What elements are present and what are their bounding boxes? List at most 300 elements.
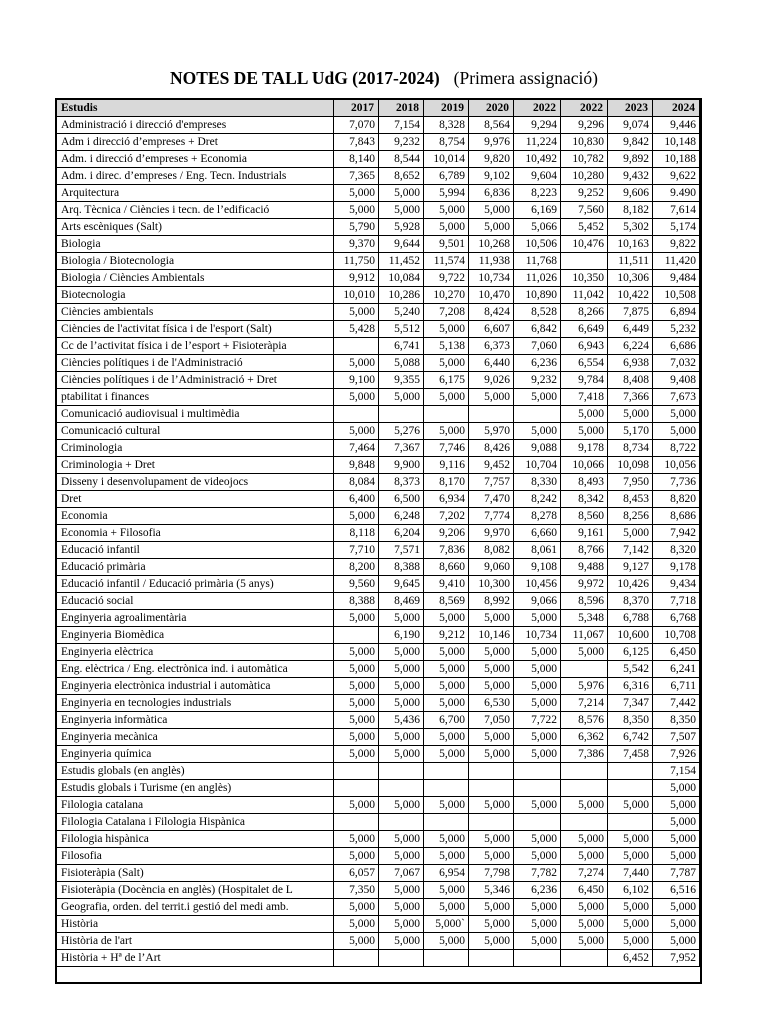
grade-cell: 5,000 bbox=[514, 389, 561, 406]
grade-cell: 5,000 bbox=[379, 746, 424, 763]
grade-cell: 5,000 bbox=[379, 916, 424, 933]
grade-cell: 7,350 bbox=[334, 882, 379, 899]
grade-cell: 5,000 bbox=[379, 678, 424, 695]
grade-cell: 10,300 bbox=[469, 576, 514, 593]
study-name-cell: Filologia hispànica bbox=[57, 831, 334, 848]
grade-cell: 5,000 bbox=[469, 848, 514, 865]
grade-cell: 5,000 bbox=[608, 899, 653, 916]
grade-cell: 5,000 bbox=[514, 848, 561, 865]
grade-cell: 8,686 bbox=[653, 508, 700, 525]
grade-cell: 5,000 bbox=[514, 797, 561, 814]
grade-cell: 5,000 bbox=[653, 406, 700, 423]
grade-cell: 5,000 bbox=[514, 423, 561, 440]
grade-cell bbox=[608, 763, 653, 780]
grade-cell: 11,574 bbox=[424, 253, 469, 270]
grade-cell: 9,212 bbox=[424, 627, 469, 644]
grade-cell: 6,241 bbox=[653, 661, 700, 678]
grade-cell: 5,000 bbox=[469, 678, 514, 695]
grade-cell: 7,214 bbox=[561, 695, 608, 712]
grade-cell: 6,607 bbox=[469, 321, 514, 338]
grade-cell bbox=[379, 763, 424, 780]
table-row bbox=[57, 814, 700, 831]
grade-cell: 8,734 bbox=[608, 440, 653, 457]
study-name-cell: Biologia bbox=[57, 236, 334, 253]
grade-cell: 10,890 bbox=[514, 287, 561, 304]
grade-cell: 5,000 bbox=[653, 797, 700, 814]
grade-cell: 5,000 bbox=[379, 695, 424, 712]
document-subtitle: (Primera assignació) bbox=[453, 68, 598, 88]
grade-cell bbox=[469, 814, 514, 831]
grade-cell: 7,507 bbox=[653, 729, 700, 746]
grade-cell: 5,000 bbox=[424, 695, 469, 712]
grade-cell: 7,274 bbox=[561, 865, 608, 882]
grade-cell: 10,830 bbox=[561, 134, 608, 151]
grade-cell: 10,492 bbox=[514, 151, 561, 168]
grade-cell bbox=[469, 780, 514, 797]
grade-cell: 10,470 bbox=[469, 287, 514, 304]
grade-cell: 6,554 bbox=[561, 355, 608, 372]
table-row bbox=[57, 933, 700, 950]
grade-cell: 5,000 bbox=[424, 797, 469, 814]
grade-cell: 5,994 bbox=[424, 185, 469, 202]
study-name-cell: Educació primària bbox=[57, 559, 334, 576]
study-name-cell: Arq. Tècnica / Ciències i tecn. de l’edificació bbox=[57, 202, 334, 219]
grade-cell: 7,202 bbox=[424, 508, 469, 525]
grade-cell: 8,373 bbox=[379, 474, 424, 491]
grade-cell: 5,000 bbox=[514, 644, 561, 661]
grade-cell: 6,236 bbox=[514, 355, 561, 372]
grade-cell: 5,000 bbox=[424, 389, 469, 406]
grade-cell: 7,142 bbox=[608, 542, 653, 559]
grade-cell: 9,108 bbox=[514, 559, 561, 576]
grade-cell: 10,098 bbox=[608, 457, 653, 474]
grade-cell: 7,952 bbox=[653, 950, 700, 967]
grade-cell: 5,000 bbox=[334, 508, 379, 525]
table-row bbox=[57, 406, 700, 423]
grade-cell: 5,790 bbox=[334, 219, 379, 236]
grade-cell: 11,067 bbox=[561, 627, 608, 644]
grade-cell: 10,286 bbox=[379, 287, 424, 304]
grade-cell: 5,000 bbox=[424, 644, 469, 661]
grade-cell: 5,000 bbox=[469, 219, 514, 236]
grade-cell: 7,154 bbox=[653, 763, 700, 780]
grade-cell: 10,010 bbox=[334, 287, 379, 304]
study-name-cell: Educació infantil bbox=[57, 542, 334, 559]
grade-cell: 6,224 bbox=[608, 338, 653, 355]
grade-cell: 9,178 bbox=[561, 440, 608, 457]
grade-cell: 7,673 bbox=[653, 389, 700, 406]
grade-cell: 5,000 bbox=[653, 780, 700, 797]
grade-cell: 5,000 bbox=[334, 831, 379, 848]
study-name-cell: Biotecnologia bbox=[57, 287, 334, 304]
grade-cell: 8,544 bbox=[379, 151, 424, 168]
grade-cell: 9,900 bbox=[379, 457, 424, 474]
grade-cell: 9,560 bbox=[334, 576, 379, 593]
grade-cell: 5,000 bbox=[469, 746, 514, 763]
grade-cell bbox=[334, 406, 379, 423]
grade-cell: 5,000 bbox=[653, 848, 700, 865]
grade-cell: 8,320 bbox=[653, 542, 700, 559]
table-row bbox=[57, 865, 700, 882]
grade-cell: 5,000 bbox=[561, 933, 608, 950]
grade-cell: 8,200 bbox=[334, 559, 379, 576]
grade-cell: 10,782 bbox=[561, 151, 608, 168]
grade-cell: 5,170 bbox=[608, 423, 653, 440]
table-row bbox=[57, 338, 700, 355]
study-name-cell: Estudis globals (en anglès) bbox=[57, 763, 334, 780]
grade-cell: 7,458 bbox=[608, 746, 653, 763]
grade-cell: 6,248 bbox=[379, 508, 424, 525]
table-row bbox=[57, 151, 700, 168]
grade-cell: 5,000 bbox=[379, 644, 424, 661]
grade-cell: 7,070 bbox=[334, 117, 379, 134]
grade-cell: 7,614 bbox=[653, 202, 700, 219]
table-row bbox=[57, 474, 700, 491]
grade-cell: 10,014 bbox=[424, 151, 469, 168]
grade-cell: 7,440 bbox=[608, 865, 653, 882]
cutoff-grades-table bbox=[56, 99, 700, 967]
grade-cell bbox=[334, 338, 379, 355]
grade-cell: 11,224 bbox=[514, 134, 561, 151]
study-name-cell: Enginyeria agroalimentària bbox=[57, 610, 334, 627]
grade-cell: 10,426 bbox=[608, 576, 653, 593]
grade-cell: 9,972 bbox=[561, 576, 608, 593]
grade-cell: 5,000 bbox=[469, 644, 514, 661]
grade-cell: 6,125 bbox=[608, 644, 653, 661]
grade-cell: 5,000 bbox=[334, 678, 379, 695]
grade-cell: 9,644 bbox=[379, 236, 424, 253]
grade-cell: 10,270 bbox=[424, 287, 469, 304]
grade-cell: 8,328 bbox=[424, 117, 469, 134]
grade-cell: 7,718 bbox=[653, 593, 700, 610]
grade-cell: 6,742 bbox=[608, 729, 653, 746]
grade-cell: 7,746 bbox=[424, 440, 469, 457]
grade-cell: 10,084 bbox=[379, 270, 424, 287]
grade-cell: 5,000 bbox=[424, 729, 469, 746]
table-row bbox=[57, 491, 700, 508]
grade-cell: 5,000 bbox=[561, 797, 608, 814]
grade-cell: 9,100 bbox=[334, 372, 379, 389]
grade-cell: 8,569 bbox=[424, 593, 469, 610]
grade-cell: 5,000 bbox=[334, 729, 379, 746]
grade-cell: 9,976 bbox=[469, 134, 514, 151]
grade-cell: 9,060 bbox=[469, 559, 514, 576]
table-row bbox=[57, 763, 700, 780]
grade-cell: 5,000 bbox=[424, 219, 469, 236]
grade-cell bbox=[608, 814, 653, 831]
study-name-cell: Enginyeria mecànica bbox=[57, 729, 334, 746]
grade-cell: 6,711 bbox=[653, 678, 700, 695]
table-row bbox=[57, 542, 700, 559]
grade-cell: 10,306 bbox=[608, 270, 653, 287]
grade-cell: 5,000 bbox=[608, 916, 653, 933]
column-header-year: 2017 bbox=[334, 100, 379, 117]
grade-cell: 7,875 bbox=[608, 304, 653, 321]
grade-cell: 9,446 bbox=[653, 117, 700, 134]
page-title bbox=[0, 68, 768, 89]
grade-cell: 5,000 bbox=[561, 848, 608, 865]
grade-cell: 7,710 bbox=[334, 542, 379, 559]
grade-cell: 5,000 bbox=[424, 831, 469, 848]
study-name-cell: Geografia, orden. del territ.i gestió del medi amb. bbox=[57, 899, 334, 916]
table-row bbox=[57, 134, 700, 151]
grade-cell: 5,000 bbox=[334, 661, 379, 678]
grade-cell: 5,000 bbox=[334, 695, 379, 712]
grade-cell: 5,000 bbox=[379, 185, 424, 202]
grade-cell: 5,000 bbox=[424, 423, 469, 440]
grade-cell: 5,000 bbox=[653, 814, 700, 831]
grade-cell: 5,348 bbox=[561, 610, 608, 627]
grade-cell: 9,645 bbox=[379, 576, 424, 593]
grade-cell: 5,000 bbox=[469, 610, 514, 627]
grade-cell bbox=[424, 406, 469, 423]
study-name-cell: Filosofia bbox=[57, 848, 334, 865]
grade-cell: 6,204 bbox=[379, 525, 424, 542]
grade-cell: 7,365 bbox=[334, 168, 379, 185]
grade-cell: 5,000 bbox=[334, 644, 379, 661]
grade-cell: 6,789 bbox=[424, 168, 469, 185]
grade-cell: 5,000 bbox=[334, 899, 379, 916]
grade-cell: 7,366 bbox=[608, 389, 653, 406]
grade-cell bbox=[379, 814, 424, 831]
grade-cell: 5,000 bbox=[334, 355, 379, 372]
grade-cell: 7,154 bbox=[379, 117, 424, 134]
grade-cell: 5,000 bbox=[334, 202, 379, 219]
grade-cell: 7,926 bbox=[653, 746, 700, 763]
grade-cell: 5,000 bbox=[334, 423, 379, 440]
grade-cell: 5,000 bbox=[424, 610, 469, 627]
grade-cell: 9,206 bbox=[424, 525, 469, 542]
grade-cell: 5,000 bbox=[424, 202, 469, 219]
grade-cell: 8,342 bbox=[561, 491, 608, 508]
grade-cell: 5,000 bbox=[334, 797, 379, 814]
study-name-cell: Enginyeria Biomèdica bbox=[57, 627, 334, 644]
grade-cell: 8,350 bbox=[653, 712, 700, 729]
grade-cell: 5,000 bbox=[379, 831, 424, 848]
grade-cell: 9,178 bbox=[653, 559, 700, 576]
grade-cell: 9,232 bbox=[379, 134, 424, 151]
grade-cell: 5,000 bbox=[334, 610, 379, 627]
grade-cell: 7,836 bbox=[424, 542, 469, 559]
grade-cell: 6,373 bbox=[469, 338, 514, 355]
table-row bbox=[57, 270, 700, 287]
grade-cell: 7,798 bbox=[469, 865, 514, 882]
grade-cell: 5,000 bbox=[514, 729, 561, 746]
grade-cell: 6,836 bbox=[469, 185, 514, 202]
table-row bbox=[57, 712, 700, 729]
grade-cell: 10,188 bbox=[653, 151, 700, 168]
column-header-year: 2024 bbox=[653, 100, 700, 117]
grade-cell: 10,350 bbox=[561, 270, 608, 287]
grade-cell: 6,400 bbox=[334, 491, 379, 508]
table-row bbox=[57, 644, 700, 661]
grade-cell: 5,000 bbox=[469, 661, 514, 678]
study-name-cell: Criminologia bbox=[57, 440, 334, 457]
grade-cell: 5,000 bbox=[469, 831, 514, 848]
grade-cell bbox=[379, 780, 424, 797]
grade-cell: 6,894 bbox=[653, 304, 700, 321]
grade-cell: 7,050 bbox=[469, 712, 514, 729]
table-row bbox=[57, 440, 700, 457]
grade-cell: 10,066 bbox=[561, 457, 608, 474]
grade-cell: 5,452 bbox=[561, 219, 608, 236]
grade-cell: 5,000 bbox=[334, 746, 379, 763]
grade-cell: 6,236 bbox=[514, 882, 561, 899]
grade-cell: 10,422 bbox=[608, 287, 653, 304]
grade-cell: 5,232 bbox=[653, 321, 700, 338]
grade-cell: 9,296 bbox=[561, 117, 608, 134]
grade-cell: 6,842 bbox=[514, 321, 561, 338]
grade-cell: 8,388 bbox=[379, 559, 424, 576]
grade-cell: 5,436 bbox=[379, 712, 424, 729]
grade-cell: 5,976 bbox=[561, 678, 608, 695]
grade-cell: 9,026 bbox=[469, 372, 514, 389]
table-row bbox=[57, 423, 700, 440]
grade-cell: 5,000 bbox=[653, 933, 700, 950]
grade-cell: 9,848 bbox=[334, 457, 379, 474]
grade-cell: 10,146 bbox=[469, 627, 514, 644]
grade-cell: 5,542 bbox=[608, 661, 653, 678]
study-name-cell: Filologia Catalana i Filologia Hispànica bbox=[57, 814, 334, 831]
study-name-cell: Història bbox=[57, 916, 334, 933]
grade-cell: 5,000 bbox=[379, 729, 424, 746]
grade-cell: 5,000 bbox=[561, 916, 608, 933]
grade-cell: 10,508 bbox=[653, 287, 700, 304]
grade-cell: 8,560 bbox=[561, 508, 608, 525]
grade-cell: 8,754 bbox=[424, 134, 469, 151]
table-row bbox=[57, 389, 700, 406]
table-row bbox=[57, 610, 700, 627]
grade-cell: 5,000 bbox=[608, 848, 653, 865]
grade-cell: 5,000 bbox=[608, 797, 653, 814]
table-row bbox=[57, 185, 700, 202]
column-header-year: 2018 bbox=[379, 100, 424, 117]
grade-cell: 5,240 bbox=[379, 304, 424, 321]
grade-cell: 9,501 bbox=[424, 236, 469, 253]
grade-cell: 11,750 bbox=[334, 253, 379, 270]
grade-cell: 6,169 bbox=[514, 202, 561, 219]
grade-cell: 8,330 bbox=[514, 474, 561, 491]
study-name-cell: Adm i direcció d’empreses + Dret bbox=[57, 134, 334, 151]
column-header-studies: Estudis bbox=[57, 100, 334, 117]
grade-cell bbox=[379, 406, 424, 423]
grade-cell: 9,452 bbox=[469, 457, 514, 474]
grade-cell: 9.490 bbox=[653, 185, 700, 202]
study-name-cell: Educació social bbox=[57, 593, 334, 610]
study-name-cell: Educació infantil / Educació primària (5 anys) bbox=[57, 576, 334, 593]
grade-cell: 10,456 bbox=[514, 576, 561, 593]
grade-cell bbox=[561, 780, 608, 797]
grade-cell: 8,493 bbox=[561, 474, 608, 491]
table-row bbox=[57, 304, 700, 321]
grade-cell: 9,842 bbox=[608, 134, 653, 151]
grade-cell: 5,000 bbox=[514, 933, 561, 950]
grade-cell bbox=[608, 780, 653, 797]
grade-cell: 5,000 bbox=[653, 423, 700, 440]
grade-cell: 11,938 bbox=[469, 253, 514, 270]
grade-cell: 6,788 bbox=[608, 610, 653, 627]
grade-cell bbox=[561, 814, 608, 831]
grade-cell: 5,000 bbox=[424, 848, 469, 865]
grade-cell bbox=[334, 950, 379, 967]
grade-cell: 9,912 bbox=[334, 270, 379, 287]
grade-cell: 10,506 bbox=[514, 236, 561, 253]
grade-cell: 5,174 bbox=[653, 219, 700, 236]
grade-cell: 9,622 bbox=[653, 168, 700, 185]
grade-cell: 9,606 bbox=[608, 185, 653, 202]
grade-cell: 6,530 bbox=[469, 695, 514, 712]
grade-cell: 6,516 bbox=[653, 882, 700, 899]
study-name-cell: Ciències polítiques i de l’Administració + Dret bbox=[57, 372, 334, 389]
grade-cell: 8,118 bbox=[334, 525, 379, 542]
grade-cell bbox=[514, 950, 561, 967]
grade-cell: 6,452 bbox=[608, 950, 653, 967]
grade-cell: 9,355 bbox=[379, 372, 424, 389]
grade-cell: 5,276 bbox=[379, 423, 424, 440]
grade-cell: 8,170 bbox=[424, 474, 469, 491]
grade-cell: 11,511 bbox=[608, 253, 653, 270]
grade-cell: 9,604 bbox=[514, 168, 561, 185]
grade-cell: 7,386 bbox=[561, 746, 608, 763]
grade-cell: 5,000 bbox=[334, 712, 379, 729]
grade-cell: 8,766 bbox=[561, 542, 608, 559]
grade-cell: 9,822 bbox=[653, 236, 700, 253]
grade-cell bbox=[424, 763, 469, 780]
grade-cell: 5,000 bbox=[334, 389, 379, 406]
grade-cell bbox=[469, 763, 514, 780]
grade-cell: 6,175 bbox=[424, 372, 469, 389]
table-row bbox=[57, 848, 700, 865]
table-row bbox=[57, 695, 700, 712]
grade-cell: 6,660 bbox=[514, 525, 561, 542]
grade-cell: 5,000 bbox=[561, 423, 608, 440]
grade-cell: 9,434 bbox=[653, 576, 700, 593]
grade-cell: 9,410 bbox=[424, 576, 469, 593]
grade-cell: 8,061 bbox=[514, 542, 561, 559]
grade-cell: 9,116 bbox=[424, 457, 469, 474]
table-row bbox=[57, 321, 700, 338]
grade-cell: 5,000 bbox=[379, 899, 424, 916]
grade-cell: 5,000 bbox=[424, 882, 469, 899]
grade-cell: 7,067 bbox=[379, 865, 424, 882]
grade-cell: 5,000 bbox=[379, 933, 424, 950]
grade-cell bbox=[379, 950, 424, 967]
grade-cell: 5,000 bbox=[469, 729, 514, 746]
grade-cell: 9,088 bbox=[514, 440, 561, 457]
grade-cell: 5,000 bbox=[514, 678, 561, 695]
table-row bbox=[57, 372, 700, 389]
grade-cell: 6,768 bbox=[653, 610, 700, 627]
grade-cell: 6,741 bbox=[379, 338, 424, 355]
study-name-cell: Arts escèniques (Salt) bbox=[57, 219, 334, 236]
grade-cell: 5,928 bbox=[379, 219, 424, 236]
study-name-cell: Història + Hª de l’Art bbox=[57, 950, 334, 967]
study-name-cell: Economia bbox=[57, 508, 334, 525]
grade-cell bbox=[561, 661, 608, 678]
grade-cell: 5,000 bbox=[379, 797, 424, 814]
study-name-cell: Ciències polítiques i de l'Administració bbox=[57, 355, 334, 372]
grade-cell: 6,943 bbox=[561, 338, 608, 355]
grade-cell: 9,892 bbox=[608, 151, 653, 168]
grade-cell: 7,843 bbox=[334, 134, 379, 151]
study-name-cell: Administració i direcció d'empreses bbox=[57, 117, 334, 134]
grade-cell: 6,450 bbox=[653, 644, 700, 661]
grade-cell: 10,734 bbox=[514, 627, 561, 644]
study-name-cell: Enginyeria química bbox=[57, 746, 334, 763]
grade-cell: 7,736 bbox=[653, 474, 700, 491]
table-row bbox=[57, 508, 700, 525]
grade-cell: 11,420 bbox=[653, 253, 700, 270]
